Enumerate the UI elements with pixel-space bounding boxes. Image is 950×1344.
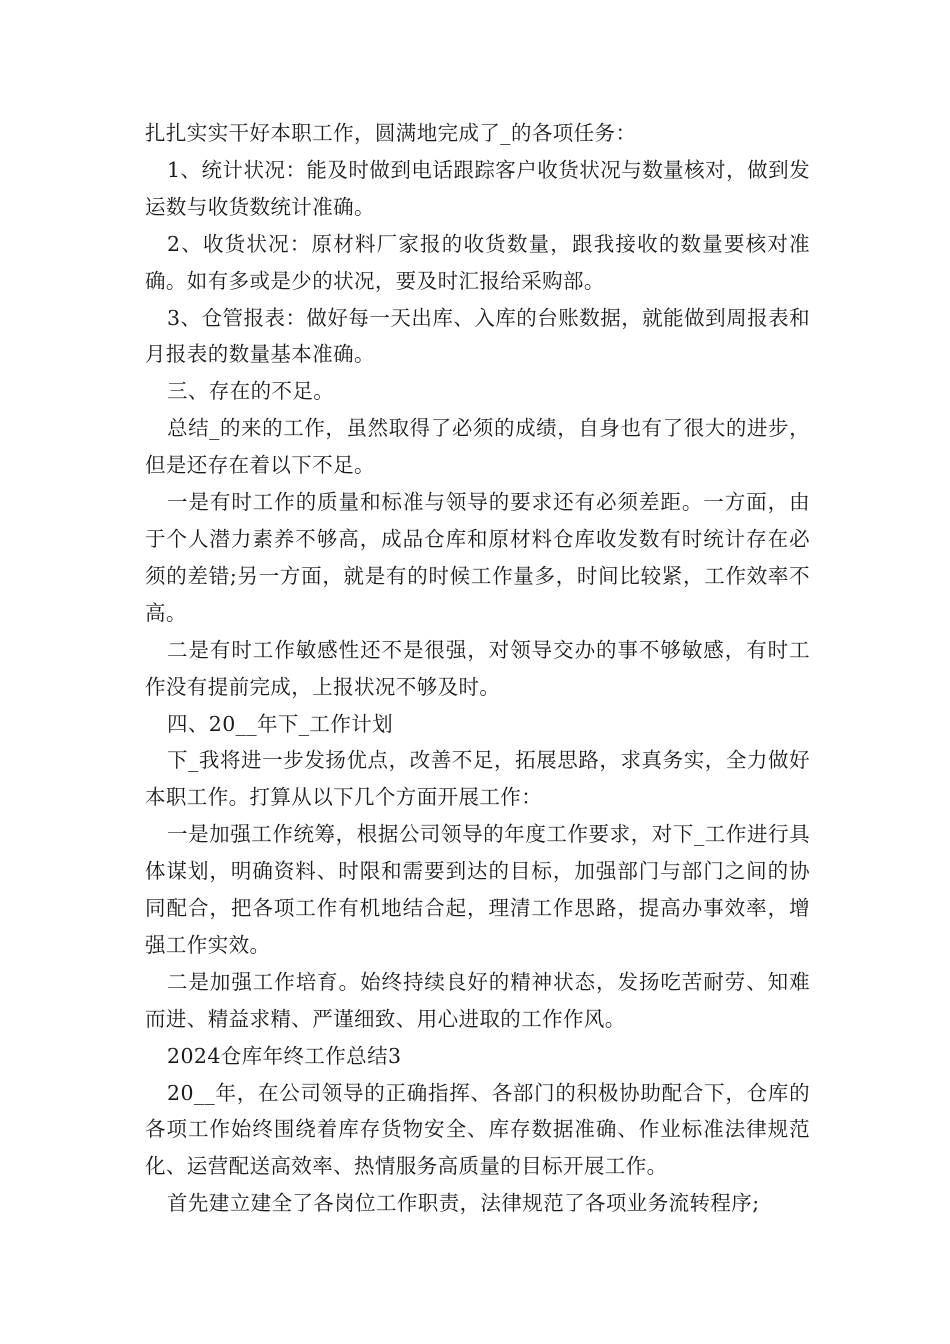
paragraph-intro: 20__年，在公司领导的正确指挥、各部门的积极协助配合下，仓库的各项工作始终围绕着库存货物安全、库存数据准确、作业标准法律规范化、运营配送高效率、热情服务高质量的目标开展工作。 bbox=[145, 1080, 810, 1179]
paragraph-summary: 总结_的来的工作，虽然取得了必须的成绩，自身也有了很大的进步，但是还存在着以下不足。 bbox=[145, 416, 810, 478]
section-heading-plan: 四、20__年下_工作计划 bbox=[167, 711, 394, 736]
paragraph-plan-one: 一是加强工作统筹，根据公司领导的年度工作要求，对下_工作进行具体谋划，明确资料、时限和需要到达的目标，加强部门与部门之间的协同配合，把各项工作有机地结合起，理清工作思路，提高办事效率，增强工作实效。 bbox=[145, 822, 810, 957]
paragraph-shortcoming-two: 二是有时工作敏感性还不是很强，对领导交办的事不够敏感，有时工作没有提前完成，上报状况不够及时。 bbox=[145, 637, 810, 699]
paragraph-plan-two: 二是加强工作培育。始终持续良好的精神状态，发扬吃苦耐劳、知难而进、精益求精、严谨细致、用心进取的工作作风。 bbox=[145, 969, 810, 1031]
paragraph-reports: 3、仓管报表：做好每一天出库、入库的台账数据，就能做到周报表和月报表的数量基本准确。 bbox=[145, 305, 810, 367]
paragraph-continuation: 扎扎实实干好本职工作，圆满地完成了_的各项任务： bbox=[145, 121, 637, 145]
section-heading-shortcomings: 三、存在的不足。 bbox=[167, 379, 335, 404]
paragraph-plan-intro: 下_我将进一步发扬优点，改善不足，拓展思路，求真务实，全力做好本职工作。打算从以下几个方面开展工作： bbox=[145, 748, 810, 810]
document-title: 2024仓库年终工作总结3 bbox=[167, 1043, 402, 1068]
paragraph-receiving: 2、收货状况：原材料厂家报的收货数量，跟我接收的数量要核对准确。如有多或是少的状况，要及时汇报给采购部。 bbox=[145, 231, 810, 293]
paragraph-first: 首先建立建全了各岗位工作职责，法律规范了各项业务流转程序; bbox=[167, 1191, 760, 1216]
paragraph-shortcoming-one: 一是有时工作的质量和标准与领导的要求还有必须差距。一方面，由于个人潜力素养不够高，成品仓库和原材料仓库收发数有时统计存在必须的差错;另一方面，就是有的时候工作量多，时间比较紧，工作效率不高。 bbox=[145, 490, 810, 625]
paragraph-statistics: 1、统计状况：能及时做到电话跟踪客户收货状况与数量核对，做到发运数与收货数统计准确。 bbox=[145, 157, 810, 219]
document-body bbox=[145, 115, 810, 1222]
